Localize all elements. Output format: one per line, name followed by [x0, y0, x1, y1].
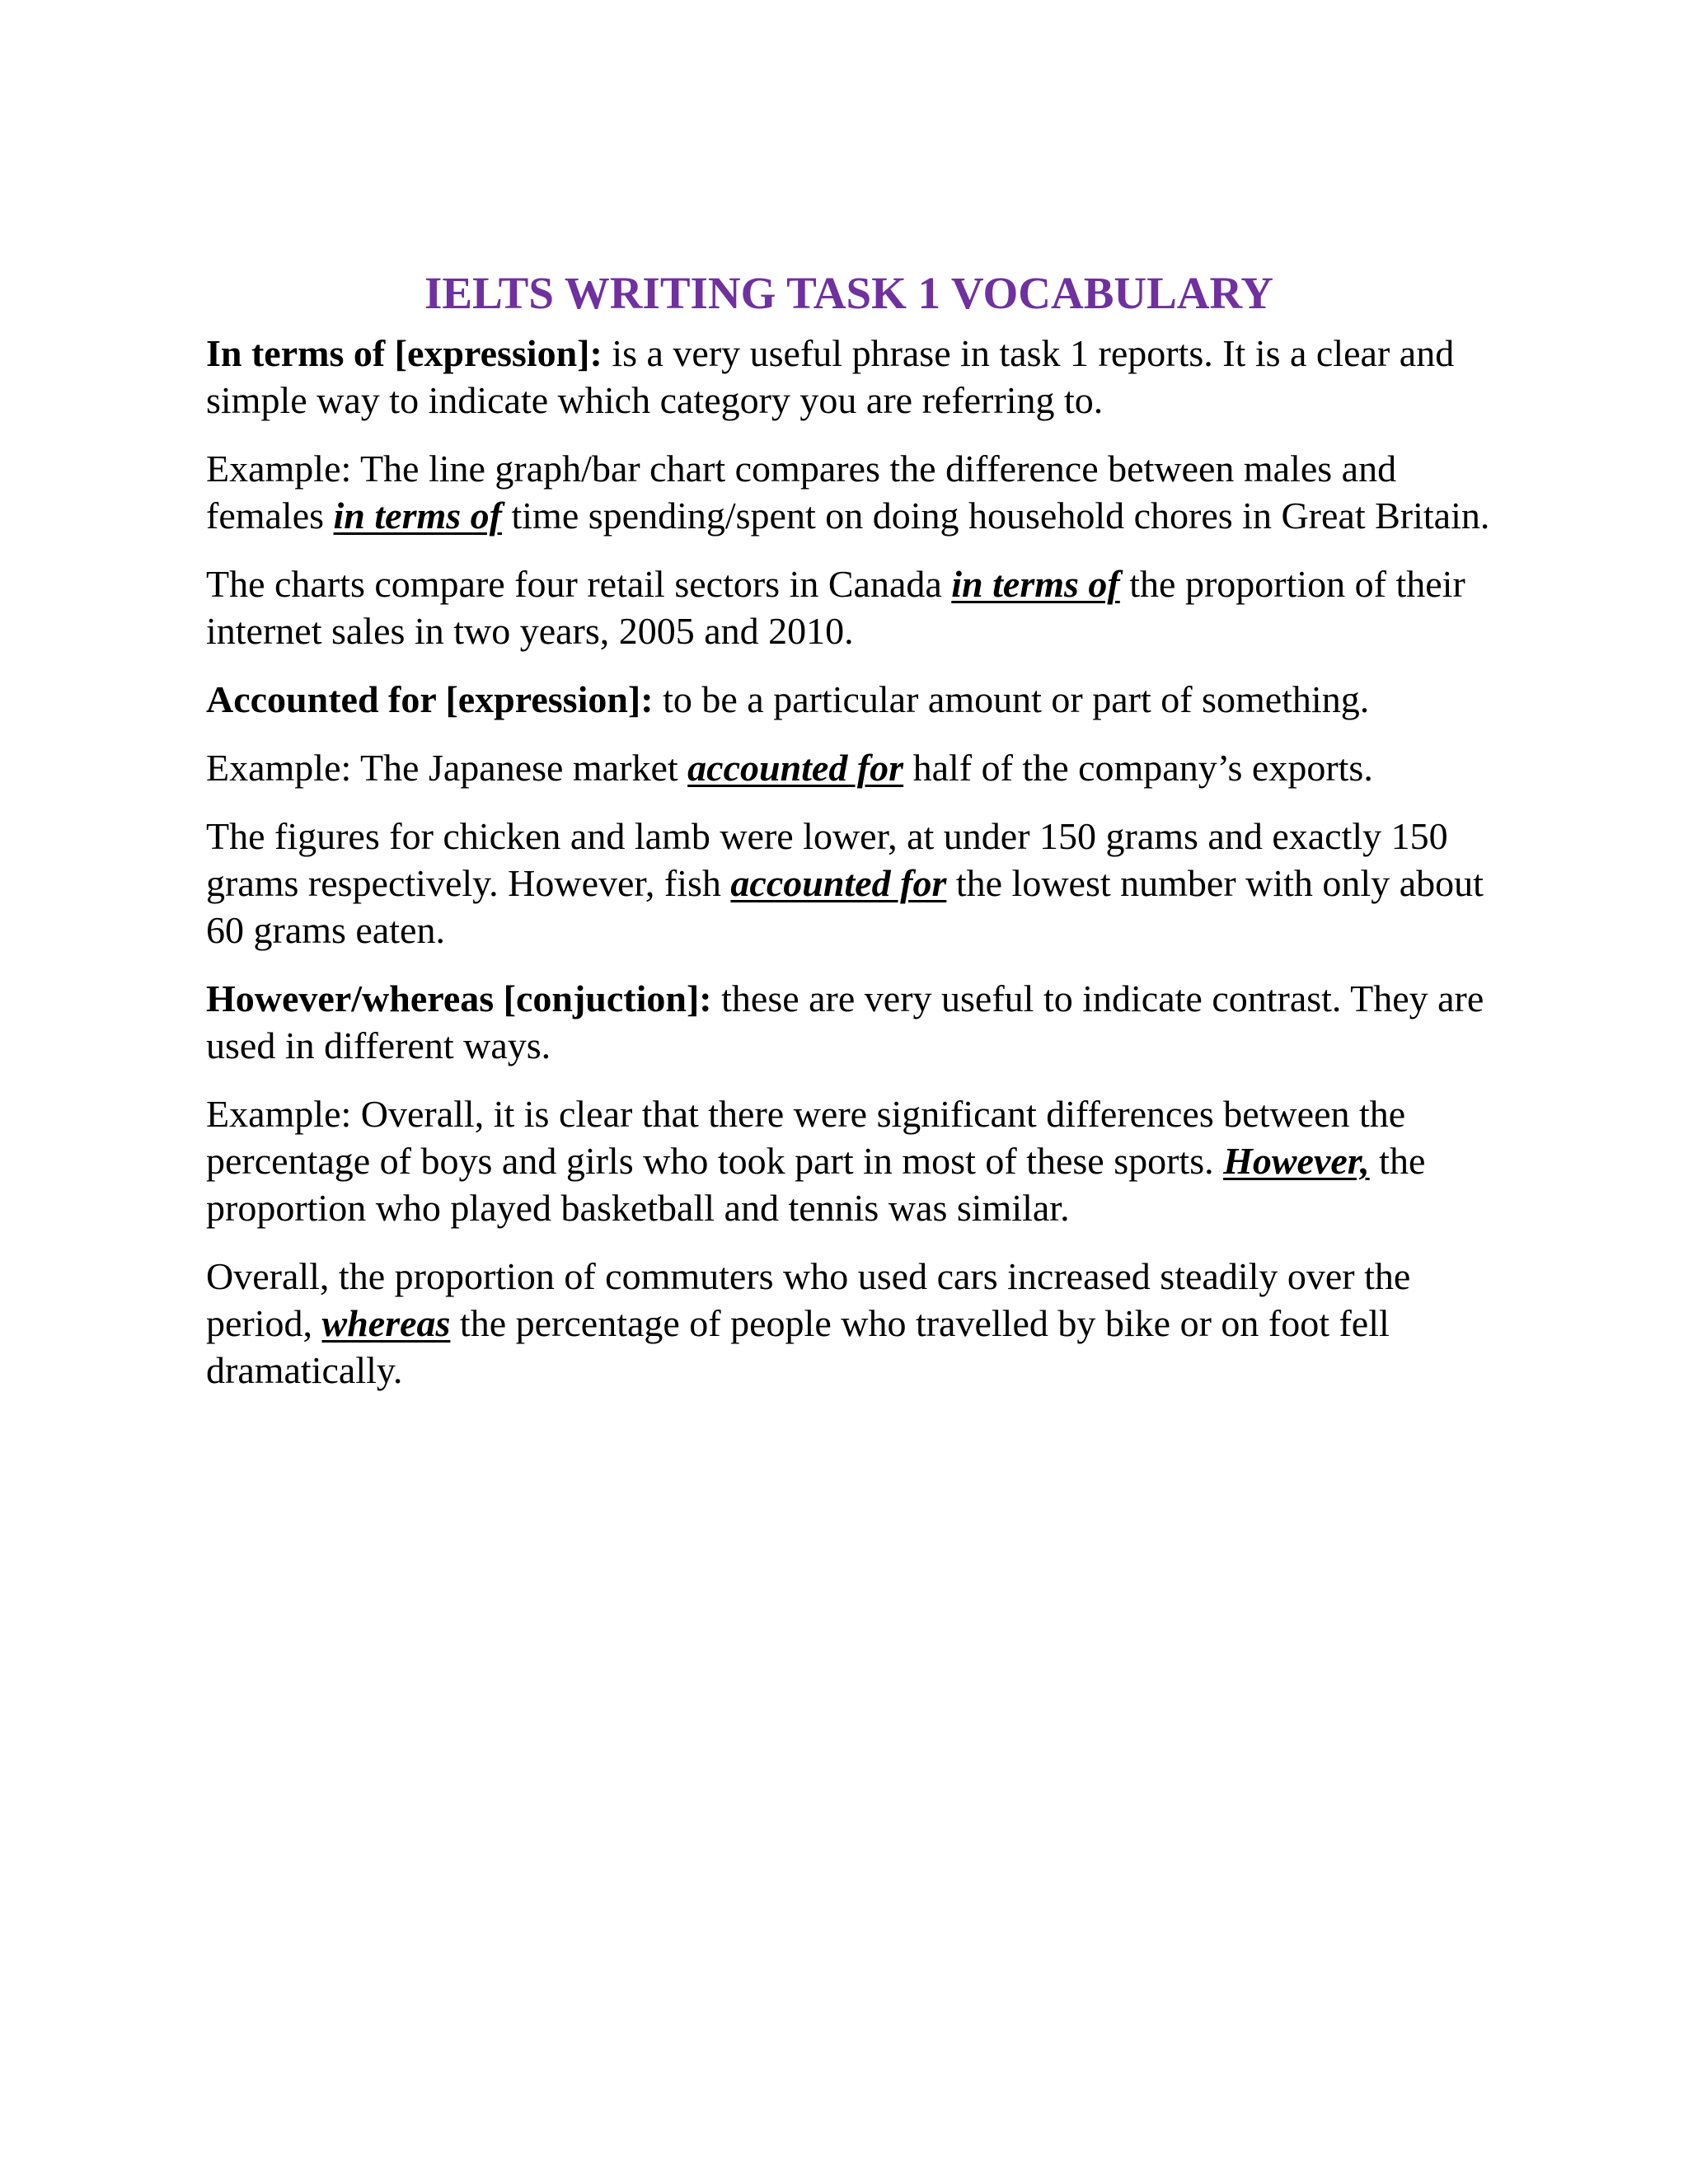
- definition-accounted-for: [206, 676, 1492, 723]
- example-text: half of the company’s exports.: [903, 747, 1373, 789]
- example-paragraph: [206, 445, 1492, 539]
- highlighted-phrase: accounted for: [730, 862, 947, 904]
- highlighted-phrase: in terms of: [333, 494, 502, 537]
- example-text: Example: The Japanese market: [206, 747, 688, 789]
- example-text: Example: The line graph/bar chart compares the difference between males and females: [206, 448, 1397, 537]
- example-paragraph: [206, 1253, 1492, 1394]
- example-text: Example: Overall, it is clear that there were significant differences between the percentage of boys and girls who took part in most of these sports.: [206, 1093, 1406, 1182]
- definition-text: these are very useful to indicate contrast. They are used in different ways.: [206, 977, 1484, 1066]
- highlighted-phrase: in terms of: [951, 563, 1120, 605]
- term-label: Accounted for [expression]:: [206, 678, 654, 720]
- example-paragraph: [206, 744, 1492, 791]
- example-text: the lowest number with only about 60 grams eaten.: [206, 862, 1484, 951]
- example-text: The charts compare four retail sectors in Canada: [206, 563, 952, 605]
- term-label: However/whereas [conjuction]:: [206, 977, 712, 1019]
- definition-however-whereas: [206, 975, 1492, 1069]
- example-text: The figures for chicken and lamb were lower, at under 150 grams and exactly 150 grams respectively. However, fish: [206, 815, 1448, 904]
- example-paragraph: [206, 1090, 1492, 1231]
- definition-text: is a very useful phrase in task 1 reports. It is a clear and simple way to indicate which category you are referring to.: [206, 332, 1455, 421]
- example-text: time spending/spent on doing household chores in Great Britain.: [502, 494, 1490, 537]
- highlighted-phrase: However,: [1223, 1140, 1370, 1182]
- highlighted-phrase: accounted for: [687, 747, 904, 789]
- highlighted-phrase: whereas: [321, 1302, 451, 1344]
- term-label: In terms of [expression]:: [206, 332, 603, 374]
- document-title: IELTS WRITING TASK 1 VOCABULARY: [424, 268, 1274, 318]
- example-paragraph: [206, 813, 1492, 954]
- example-text: the proportion who played basketball and tennis was similar.: [206, 1140, 1426, 1229]
- document-body: [206, 265, 1492, 1415]
- example-text: the percentage of people who travelled by bike or on foot fell dramatically.: [206, 1302, 1390, 1391]
- example-text: Overall, the proportion of commuters who used cars increased steadily over the period,: [206, 1255, 1411, 1344]
- definition-in-terms-of: [206, 330, 1492, 424]
- example-paragraph: [206, 560, 1492, 654]
- example-text: the proportion of their internet sales in two years, 2005 and 2010.: [206, 563, 1465, 652]
- definition-text: to be a particular amount or part of something.: [653, 678, 1370, 720]
